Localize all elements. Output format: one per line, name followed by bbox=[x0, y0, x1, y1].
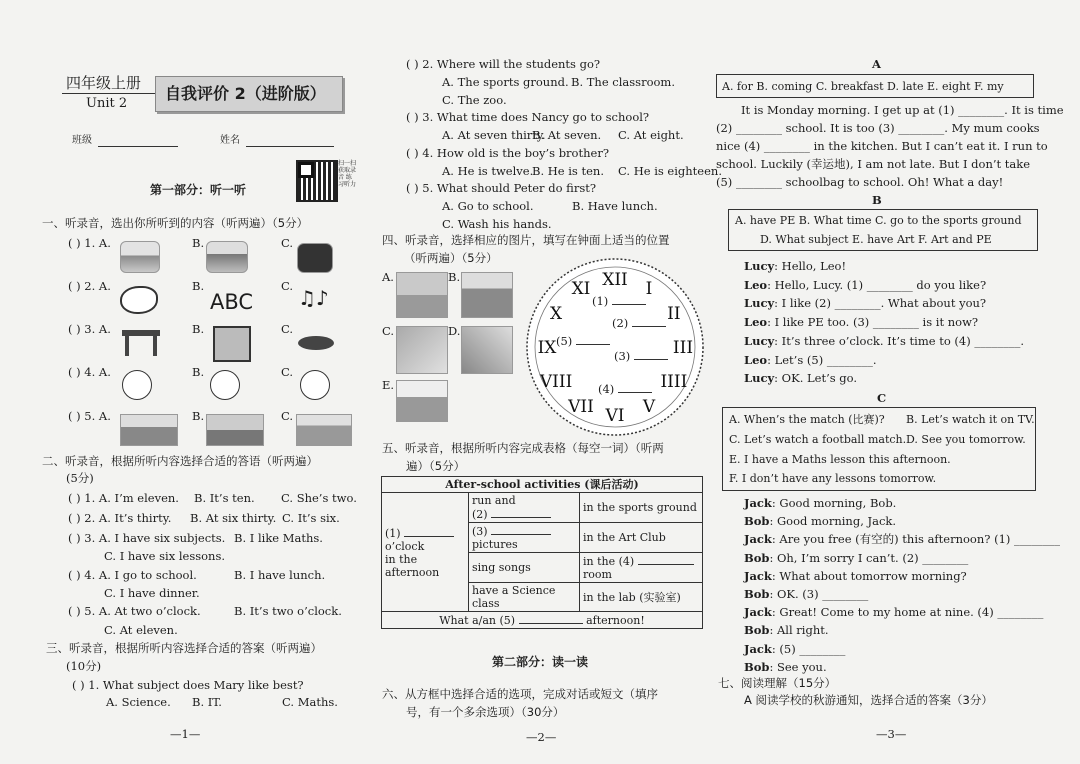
box-c-label: C bbox=[877, 391, 887, 405]
speaker-name: Bob bbox=[744, 550, 770, 565]
s2-q3-c[interactable]: C. I have six lessons. bbox=[104, 549, 226, 563]
speech-text: : Good morning, Jack. bbox=[769, 514, 897, 529]
speech-text: : Hello, Lucy. (1) ________ do you like? bbox=[767, 277, 987, 292]
classroom-picture[interactable] bbox=[396, 272, 448, 318]
speech-text: : Are you free (有空的) this afternoon? (1) ________ bbox=[771, 532, 1061, 547]
table-picture[interactable] bbox=[122, 330, 160, 356]
clock-numeral: VI bbox=[605, 406, 625, 426]
clock-slot-3[interactable] bbox=[614, 349, 668, 363]
s2-q4-b[interactable]: B. I have lunch. bbox=[234, 568, 326, 582]
q3-c: C. bbox=[281, 322, 294, 336]
speech-text: : Good morning, Bob. bbox=[771, 496, 897, 510]
passage-a-line-3: nice (4) ________ in the kitchen. But I can’t eat it. I run to bbox=[716, 139, 1048, 153]
clock-numeral: VII bbox=[568, 396, 594, 417]
speech-text: : Oh, I’m sorry I can’t. (2) ________ bbox=[769, 550, 969, 565]
s2-q1-b[interactable]: B. It’s ten. bbox=[194, 491, 255, 505]
speaker-name: Lucy bbox=[744, 259, 775, 273]
passage-a-line-2: (2) ________ school. It is too (3) ________. My mum cooks bbox=[716, 121, 1040, 135]
landscape-picture[interactable] bbox=[206, 241, 248, 273]
speech-text: : I like PE too. (3) ________ is it now? bbox=[767, 315, 979, 330]
part2-title: 第二部分：读一读 bbox=[492, 655, 589, 669]
q2-number[interactable]: ( ) 2. A. bbox=[68, 279, 111, 293]
class-label: 班级 bbox=[72, 135, 92, 146]
clock-numeral: IX bbox=[537, 338, 557, 358]
s3-q1-c[interactable]: C. Maths. bbox=[282, 695, 338, 709]
dialogue-line bbox=[744, 296, 986, 310]
activity-cell-4: have a Science class bbox=[469, 583, 580, 612]
options-b-1: A. have PE B. What time C. go to the sports ground bbox=[735, 214, 1022, 227]
activity-text: run and bbox=[472, 494, 516, 507]
s3-q5-b[interactable]: B. Have lunch. bbox=[572, 199, 658, 213]
clock-numeral: X bbox=[550, 304, 563, 324]
blank-5-label: What a/an (5) bbox=[439, 614, 516, 627]
speech-text: : Let’s (5) ________. bbox=[767, 352, 877, 367]
slot-label: (3) bbox=[614, 349, 631, 363]
clock-numeral: III bbox=[672, 338, 694, 358]
clock-numeral: V bbox=[642, 396, 656, 417]
speech-text: : See you. bbox=[769, 659, 827, 674]
landscape-picture[interactable] bbox=[120, 241, 160, 273]
section5-title: 五、听录音，根据所听内容完成表格（每空一词）（听两 bbox=[382, 441, 664, 455]
q2-c: C. bbox=[281, 279, 294, 293]
speech-text: : Hello, Leo! bbox=[774, 259, 847, 273]
s3-q2-a[interactable]: A. The sports ground. bbox=[442, 75, 569, 89]
q1-b: B. bbox=[192, 236, 205, 250]
dialogue-line bbox=[744, 642, 845, 656]
place-cell-3 bbox=[580, 553, 703, 583]
oclock-text: o’clock bbox=[385, 539, 425, 553]
speech-text: : It’s three o’clock. It’s time to (4) ________. bbox=[774, 333, 1025, 348]
dialogue-line bbox=[744, 514, 896, 528]
s2-q2-c[interactable]: C. It’s six. bbox=[282, 511, 340, 525]
speaker-name: Jack bbox=[744, 496, 772, 510]
name-field[interactable] bbox=[246, 146, 334, 147]
q1-number[interactable]: ( ) 1. A. bbox=[68, 236, 111, 250]
section7-title: 七、阅读理解（15分） bbox=[718, 676, 837, 690]
clock-numeral: XI bbox=[571, 279, 591, 300]
s3-q4-a[interactable]: A. He is twelve. bbox=[442, 164, 534, 178]
section7a-title: A 阅读学校的秋游通知，选择合适的答案（3分） bbox=[744, 693, 993, 707]
page-3 bbox=[710, 0, 1080, 764]
options-c-4: F. I don’t have any lessons tomorrow. bbox=[729, 472, 937, 485]
q1-c: C. bbox=[281, 236, 294, 250]
table-bottom bbox=[382, 612, 703, 629]
bag-picture[interactable] bbox=[297, 243, 333, 273]
speech-text: : What about tomorrow morning? bbox=[771, 568, 967, 583]
passage-a-line-4: school. Luckily (幸运地), I am not late. But I don’t take bbox=[716, 157, 1031, 171]
lips-picture[interactable] bbox=[298, 336, 334, 350]
speaker-name: Bob bbox=[744, 659, 770, 674]
dialogue-line bbox=[744, 353, 877, 367]
section4-title: 四、听录音，选择相应的图片，填写在钟面上适当的位置 bbox=[382, 233, 670, 247]
clock-c-icon[interactable] bbox=[300, 370, 330, 400]
speaker-name: Bob bbox=[744, 623, 770, 638]
activity-text: pictures bbox=[472, 538, 518, 551]
dialogue-line bbox=[744, 259, 846, 273]
s2-q5-c[interactable]: C. At eleven. bbox=[104, 623, 178, 637]
blank-3[interactable] bbox=[491, 524, 551, 535]
blank-5[interactable] bbox=[519, 613, 583, 624]
slot-label: (1) bbox=[592, 294, 609, 308]
clock-slot-2[interactable] bbox=[612, 316, 666, 330]
options-c-1b: B. Let’s watch it on TV. bbox=[906, 413, 1035, 426]
s2-q2-a[interactable]: ( ) 2. A. It’s thirty. bbox=[68, 511, 172, 525]
q2-b: B. bbox=[192, 279, 205, 293]
options-c-2a: C. Let’s watch a football match. bbox=[729, 433, 907, 446]
q5-c: C. bbox=[281, 409, 294, 423]
s3-q4[interactable]: ( ) 4. How old is the boy’s brother? bbox=[406, 146, 609, 160]
s3-q1[interactable]: ( ) 1. What subject does Mary like best? bbox=[72, 678, 304, 692]
s3-q3-c[interactable]: C. At eight. bbox=[618, 128, 684, 142]
s3-q3-a[interactable]: A. At seven thirty. bbox=[442, 128, 546, 142]
speaker-name: Lucy bbox=[744, 296, 775, 311]
speaker-name: Leo bbox=[744, 277, 768, 292]
place-text: room bbox=[583, 568, 612, 581]
s2-q1-a[interactable]: ( ) 1. A. I’m eleven. bbox=[68, 491, 179, 505]
desk-picture[interactable] bbox=[213, 326, 251, 362]
dialogue-line bbox=[744, 496, 896, 510]
speaker-name: Bob bbox=[744, 587, 770, 601]
s3-q2-c[interactable]: C. The zoo. bbox=[442, 93, 507, 107]
class-field[interactable] bbox=[98, 146, 178, 147]
speech-text: : (5) ________ bbox=[771, 641, 846, 656]
sports-picture[interactable] bbox=[461, 272, 513, 318]
outdoor-picture[interactable] bbox=[396, 380, 448, 422]
dialogue-line bbox=[744, 605, 1043, 619]
activity-cell-1 bbox=[469, 493, 580, 523]
slot-label: (2) bbox=[612, 316, 629, 330]
clock-numeral: II bbox=[667, 304, 681, 324]
passage-a-line-1: It is Monday morning. I get up at (1) ________. It is time bbox=[741, 103, 1064, 117]
blank-2-label: (2) bbox=[472, 508, 488, 521]
s3-q5-a[interactable]: A. Go to school. bbox=[442, 199, 534, 213]
s3-q5[interactable]: ( ) 5. What should Peter do first? bbox=[406, 181, 597, 195]
box-b-label: B bbox=[872, 193, 882, 207]
options-c-3: E. I have a Maths lesson this afternoon. bbox=[729, 453, 951, 466]
q4-c: C. bbox=[281, 365, 294, 379]
options-c-1a: A. When’s the match (比赛)? bbox=[729, 413, 885, 426]
name-label: 姓名 bbox=[220, 135, 240, 146]
slot-label: (5) bbox=[556, 334, 573, 348]
clock-numeral: I bbox=[645, 279, 653, 300]
clock-face bbox=[524, 256, 706, 438]
clock-slot-4[interactable] bbox=[598, 382, 652, 396]
section6-sub: 号，有一个多余选项）（30分） bbox=[406, 705, 565, 719]
speech-text: : Great! Come to my home at nine. (4) ________ bbox=[771, 605, 1044, 620]
dialogue-line bbox=[744, 278, 986, 292]
options-c-2b: D. See you tomorrow. bbox=[906, 433, 1026, 446]
speech-text: : I like (2) ________. What about you? bbox=[774, 296, 987, 311]
page-number: —1— bbox=[170, 727, 201, 741]
q5-b: B. bbox=[192, 409, 205, 423]
section5-sub: 遍）（5分） bbox=[406, 459, 466, 473]
speech-text: : All right. bbox=[769, 623, 829, 638]
place-cell-2: in the Art Club bbox=[580, 523, 703, 553]
dialogue-line bbox=[744, 551, 968, 565]
page-number: —2— bbox=[526, 730, 557, 744]
page-number: —3— bbox=[876, 727, 907, 741]
s2-q4-c[interactable]: C. I have dinner. bbox=[104, 586, 200, 600]
s3-q1-a[interactable]: A. Science. bbox=[106, 695, 171, 709]
section4-sub: （听两遍）（5分） bbox=[404, 251, 498, 265]
running-picture[interactable] bbox=[461, 326, 513, 374]
section1-title: 一、听录音，选出你所听到的内容（听两遍）（5分） bbox=[42, 216, 309, 230]
s3-q1-b[interactable]: B. IT. bbox=[192, 695, 222, 709]
dialogue-line bbox=[744, 315, 978, 329]
passage-a-line-5: (5) ________ schoolbag to school. Oh! What a day! bbox=[716, 175, 1004, 189]
blank-4-label: in the (4) bbox=[583, 555, 635, 568]
pic-label-c: C. bbox=[382, 324, 395, 338]
study-picture[interactable] bbox=[396, 326, 448, 374]
section2-score: (5分) bbox=[66, 471, 94, 485]
options-b-2: D. What subject E. have Art F. Art and PE bbox=[760, 233, 992, 246]
blank-1[interactable] bbox=[404, 526, 454, 537]
section3-score: (10分) bbox=[66, 659, 102, 673]
speaker-name: Jack bbox=[744, 568, 772, 583]
bottom-text: afternoon! bbox=[586, 614, 645, 627]
pic-label-a: A. bbox=[382, 270, 394, 284]
activity-cell-3: sing songs bbox=[469, 553, 580, 583]
clock-a-icon[interactable] bbox=[122, 370, 152, 400]
dialogue-line bbox=[744, 587, 868, 601]
table-title: After-school activities (课后活动) bbox=[382, 477, 703, 493]
s3-q3-b[interactable]: B. At seven. bbox=[532, 128, 602, 142]
activities-table bbox=[381, 476, 703, 629]
s2-q2-b[interactable]: B. At six thirty. bbox=[190, 511, 277, 525]
clock-numeral: VIII bbox=[539, 372, 573, 392]
clock-numeral: XII bbox=[602, 270, 628, 290]
slot-label: (4) bbox=[598, 382, 615, 396]
s2-q5-b[interactable]: B. It’s two o’clock. bbox=[234, 604, 342, 618]
blank-3-label: (3) bbox=[472, 525, 488, 538]
dialogue-line bbox=[744, 623, 829, 637]
q4-number[interactable]: ( ) 4. A. bbox=[68, 365, 111, 379]
q4-b: B. bbox=[192, 365, 205, 379]
dialogue-line bbox=[744, 569, 967, 583]
scene-c-picture[interactable] bbox=[296, 414, 352, 446]
section3-title: 三、听录音，根据所听内容选择合适的答案（听两遍） bbox=[46, 641, 322, 655]
section2-title: 二、听录音，根据所听内容选择合适的答语（听两遍） bbox=[42, 454, 318, 468]
dialogue-line bbox=[744, 334, 1024, 348]
place-cell-1: in the sports ground bbox=[580, 493, 703, 523]
s2-q3-a[interactable]: ( ) 3. A. I have six subjects. bbox=[68, 531, 226, 545]
grade-label: 四年级上册 bbox=[66, 74, 142, 92]
s3-q2[interactable]: ( ) 2. Where will the students go? bbox=[406, 57, 601, 71]
page-1 bbox=[0, 0, 360, 764]
part1-title: 第一部分：听一听 bbox=[150, 183, 247, 197]
abc-letters[interactable]: ABC bbox=[210, 290, 254, 314]
s3-q4-c[interactable]: C. He is eighteen. bbox=[618, 164, 722, 178]
clock-numeral: IIII bbox=[660, 372, 688, 392]
s2-q1-c[interactable]: C. She’s two. bbox=[281, 491, 357, 505]
page-title: 自我评价 2（进阶版） bbox=[165, 84, 326, 103]
activity-cell-2 bbox=[469, 523, 580, 553]
pic-label-b: B. bbox=[448, 270, 461, 284]
dialogue-line bbox=[744, 660, 827, 674]
grade-underline bbox=[62, 93, 158, 94]
clock-slot-5[interactable] bbox=[556, 334, 610, 348]
music-notes-icon[interactable]: ♫♪ bbox=[298, 286, 329, 310]
scene-a-picture[interactable] bbox=[120, 414, 178, 446]
options-a: A. for B. coming C. breakfast D. late E. eight F. my bbox=[722, 80, 1004, 93]
pic-label-e: E. bbox=[382, 378, 395, 392]
pic-label-d: D. bbox=[448, 324, 461, 338]
s2-q5-a[interactable]: ( ) 5. A. At two o’clock. bbox=[68, 604, 201, 618]
speaker-name: Bob bbox=[744, 514, 770, 529]
s3-q5-c[interactable]: C. Wash his hands. bbox=[442, 217, 552, 231]
section6-title: 六、从方框中选择合适的选项，完成对话或短文（填序 bbox=[382, 687, 658, 701]
afternoon-text: in the afternoon bbox=[385, 552, 440, 579]
speaker-name: Lucy bbox=[744, 371, 775, 386]
clock-slot-1[interactable] bbox=[592, 294, 646, 308]
place-cell-4: in the lab (实验室) bbox=[580, 583, 703, 612]
unit-label: Unit 2 bbox=[86, 96, 128, 111]
q3-b: B. bbox=[192, 322, 205, 336]
speaker-name: Jack bbox=[744, 605, 772, 620]
dialogue-line bbox=[744, 371, 857, 385]
speaker-name: Leo bbox=[744, 315, 768, 330]
speech-text: : OK. (3) ________ bbox=[769, 587, 869, 601]
speaker-name: Leo bbox=[744, 352, 768, 367]
speaker-name: Jack bbox=[744, 641, 772, 656]
qr-finder-top bbox=[298, 162, 314, 178]
blank-2[interactable] bbox=[491, 507, 551, 518]
time-cell bbox=[382, 493, 469, 612]
speaker-name: Lucy bbox=[744, 333, 775, 348]
palette-icon[interactable] bbox=[120, 286, 158, 314]
dialogue-line bbox=[744, 532, 1060, 546]
s3-q3[interactable]: ( ) 3. What time does Nancy go to school? bbox=[406, 110, 650, 124]
blank-4[interactable] bbox=[638, 554, 694, 565]
clock-b-icon[interactable] bbox=[210, 370, 240, 400]
scene-b-picture[interactable] bbox=[206, 414, 264, 446]
page-2 bbox=[360, 0, 722, 764]
speaker-name: Jack bbox=[744, 532, 772, 547]
blank-1-label: (1) bbox=[385, 526, 401, 540]
s2-q4-a[interactable]: ( ) 4. A. I go to school. bbox=[68, 568, 197, 582]
q3-number[interactable]: ( ) 3. A. bbox=[68, 322, 111, 336]
s2-q3-b[interactable]: B. I like Maths. bbox=[234, 531, 323, 545]
q5-number[interactable]: ( ) 5. A. bbox=[68, 409, 111, 423]
qr-hint: 扫一扫 获取录音 练习听力 bbox=[338, 160, 357, 188]
s3-q4-b[interactable]: B. He is ten. bbox=[532, 164, 604, 178]
s3-q2-b[interactable]: B. The classroom. bbox=[571, 75, 675, 89]
speech-text: : OK. Let’s go. bbox=[774, 371, 858, 386]
box-a-label: A bbox=[872, 57, 881, 71]
